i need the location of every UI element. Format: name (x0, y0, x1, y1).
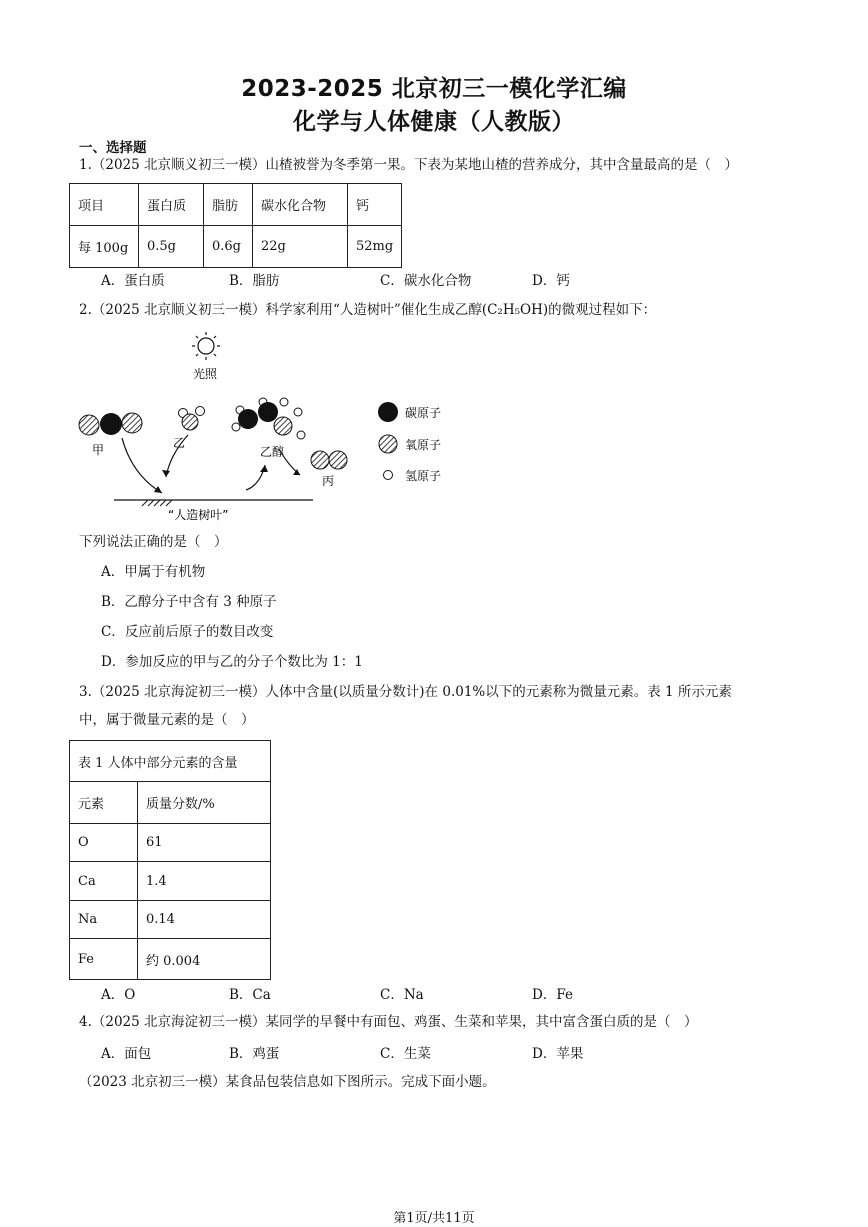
table-header-cell: 脂肪 (204, 184, 253, 226)
question-2-prompt: 下列说法正确的是（ ） (79, 534, 228, 550)
option-d[interactable]: D．参加反应的甲与乙的分子个数比为 1：1 (101, 654, 363, 670)
table-cell: Na (70, 901, 138, 939)
table-cell: O (70, 824, 138, 862)
option-c[interactable]: C．碳水化合物 (380, 273, 472, 289)
yi-label: 乙 (173, 436, 186, 450)
oxygen-swatch (379, 435, 397, 453)
question-group-intro: （2023 北京初三一模）某食品包装信息如下图所示。完成下面小题。 (79, 1074, 496, 1090)
legend-label: 氧原子 (405, 438, 442, 452)
option-b[interactable]: B．脂肪 (229, 273, 280, 289)
leaf-label: “人造树叶” (168, 508, 229, 522)
ethanol-molecule (232, 398, 305, 439)
table-cell: 61 (138, 824, 271, 862)
h2o-molecule (179, 407, 205, 431)
question-4-stem: 4.（2025 北京海淀初三一模）某同学的早餐中有面包、鸡蛋、生菜和苹果，其中富含蛋白质的是（ ） (79, 1014, 698, 1030)
table-header-cell: 钙 (348, 184, 402, 226)
table-cell: 0.5g (139, 226, 204, 268)
carbon-swatch (378, 402, 398, 422)
question-4-options (101, 1042, 583, 1062)
option-b[interactable]: B．Ca (229, 987, 271, 1003)
question-3-stem-cont: 中，属于微量元素的是（ ） (79, 712, 255, 728)
option-b[interactable]: B．鸡蛋 (229, 1046, 280, 1062)
option-a[interactable]: A．甲属于有机物 (101, 564, 206, 580)
ethanol-label: 乙醇 (260, 445, 285, 459)
question-2-stem: 2.（2025 北京顺义初三一模）科学家利用“人造树叶”催化生成乙醇(C₂H₅OH)的微观过程如下： (79, 302, 657, 318)
option-a[interactable]: A．面包 (101, 1046, 152, 1062)
option-d[interactable]: D．钙 (532, 273, 570, 289)
option-c[interactable]: C．Na (380, 987, 424, 1003)
page-subtitle: 化学与人体健康（人教版） (293, 109, 575, 135)
table-cell: 约 0.004 (138, 939, 271, 980)
hydrogen-swatch (384, 471, 393, 480)
option-c[interactable]: C．反应前后原子的数目改变 (101, 624, 274, 640)
question-3-options (101, 983, 573, 1003)
option-a[interactable]: A．O (101, 987, 136, 1003)
table-header-cell: 蛋白质 (139, 184, 204, 226)
legend-label: 氢原子 (405, 469, 442, 483)
option-d[interactable]: D．苹果 (532, 1046, 584, 1062)
question-3-stem: 3.（2025 北京海淀初三一模）人体中含量(以质量分数计)在 0.01%以下的元素称为微量元素。表 1 所示元素 (79, 684, 732, 700)
table-cell: Fe (70, 939, 138, 980)
option-c[interactable]: C．生菜 (380, 1046, 431, 1062)
table-cell: 1.4 (138, 862, 271, 901)
page-title: 2023-2025 北京初三一模化学汇编 (241, 76, 627, 102)
arrowheads (154, 465, 300, 493)
bing-label: 丙 (322, 474, 335, 488)
table-cell: 每 100g (70, 226, 139, 268)
jia-label: 甲 (92, 443, 105, 457)
table-header-cell: 项目 (70, 184, 139, 226)
o2-molecule (311, 451, 347, 469)
table-cell: 0.14 (138, 901, 271, 939)
table-header-cell: 碳水化合物 (253, 184, 348, 226)
table-cell: Ca (70, 862, 138, 901)
sun-icon (192, 332, 220, 360)
table-header-cell: 元素 (70, 782, 138, 824)
co2-molecule (79, 413, 142, 435)
element-table (69, 740, 271, 980)
surface-hatching (142, 500, 172, 506)
option-b[interactable]: B．乙醇分子中含有 3 种原子 (101, 594, 277, 610)
table-cell: 22g (253, 226, 348, 268)
table-caption: 表 1 人体中部分元素的含量 (70, 741, 271, 782)
table-cell: 0.6g (204, 226, 253, 268)
reaction-diagram (70, 325, 470, 530)
legend-label: 碳原子 (405, 406, 442, 420)
table-cell: 52mg (348, 226, 402, 268)
page-number: 第1页/共11页 (393, 1211, 475, 1226)
light-label: 光照 (193, 367, 218, 381)
table-header-cell: 质量分数/% (138, 782, 271, 824)
nutrition-table (69, 183, 402, 268)
section-heading: 一、选择题 (79, 140, 147, 156)
diagram-legend (378, 402, 441, 483)
question-1-stem: 1.（2025 北京顺义初三一模）山楂被誉为冬季第一果。下表为某地山楂的营养成分，其中含量最高的是（ ） (79, 157, 739, 173)
option-a[interactable]: A．蛋白质 (101, 273, 165, 289)
question-1-options (101, 269, 570, 289)
option-d[interactable]: D．Fe (532, 987, 573, 1003)
reaction-arrows (122, 435, 300, 493)
